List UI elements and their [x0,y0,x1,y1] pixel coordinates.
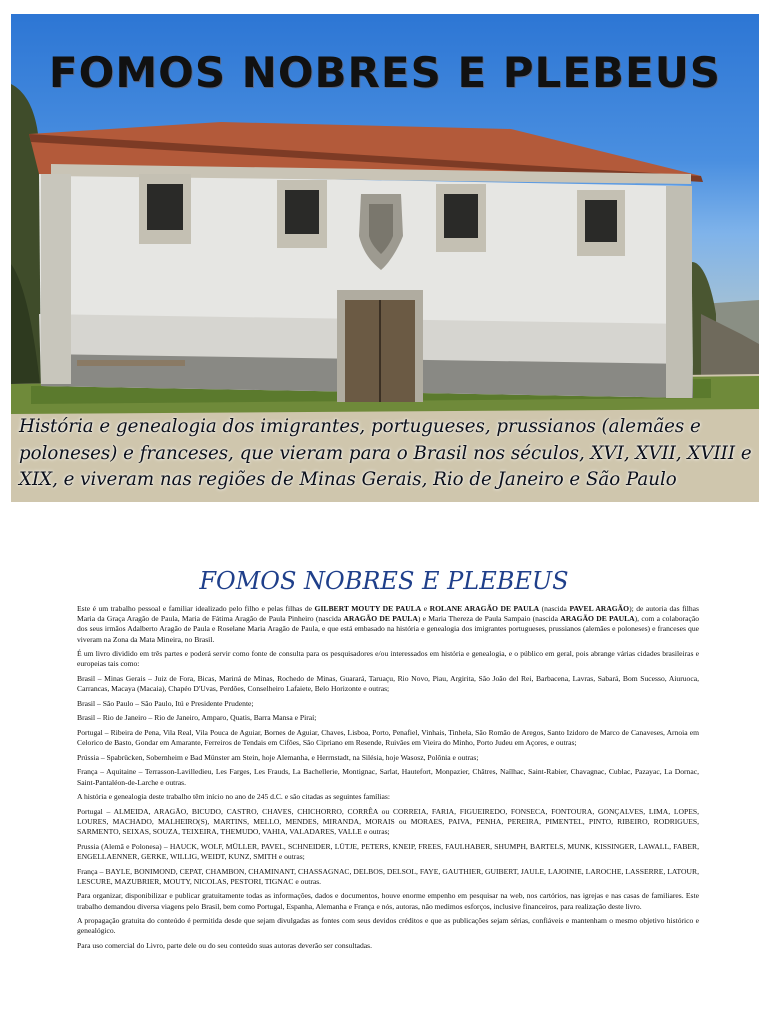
family-joiner: ou [394,816,411,826]
family-names: CORREIA, FARIA, FIGUEIREDO, FONSECA, FONTOURA, GONÇALVES, LIMA, LOPES, LOURES, MACHADO, MALHEIRO(S), MARTINS, MELLO, MENDES, MIRANDA, MORAIS [77,806,700,826]
region-paragraph: Brasil – Rio de Janeiro – Rio de Janeiro, Amparo, Quatis, Barra Mansa e Piraí; [77,713,317,723]
family-joiner: ou [377,806,393,816]
family-names: BAYLE, BONIMOND, CEPAT, CHAMBON, CHAMINANT, CHASSAGNAC, DELBOS, DELSOL, FAYE, GAUTHIER, GUIBERT, JAULE, LAJOINIE, LAROCHE, LASSERRE, LATOUR, LESCURE, MAZUBRIER, MOUTY, NICOLAS, PESTORI, TIGNAC [77,866,699,886]
author-name: ARAGÃO DE PAULA [343,614,418,624]
family-names: MORAES, PAIVA, PENHA, PEREIRA, PIMENTEL, PINTO, RIBEIRO, RODRIGUES, SARMENTO, SEIXAS, SOUZA, TEIXEIRA, THEMUDO, VAHIA, VALADARES, VALLE [77,816,700,837]
author-name: GILBERT MOUTY DE PAULA [314,604,422,613]
author-name: PAVEL ARAGÃO [569,604,630,613]
family-names: ALMEIDA, ARAGÃO, BICUDO, CASTRO, CHAVES, CHICHORRO, CORRÊA [113,806,378,816]
intro-text: e [421,604,430,613]
cover-title: FOMOS NOBRES E PLEBEUS [48,48,722,97]
family-tail: e outras. [293,876,322,886]
family-country: França – [77,866,106,876]
region-paragraph: Brasil – São Paulo – São Paulo, Itú e Presidente Prudente; [77,698,254,708]
region-paragraph: França – Aquitaine – Terrasson-Lavilledieu, Les Farges, Les Frauds, La Bachellerie, Montignac, Sarlat, Hautefort, Monpazier, Châtres, Naïlhac, Saint-Rabier, Chavagnac, Cublac, Pazayac, La Dornac, Saint-Pantaléon-de-Larche e outras. [77,767,699,787]
family-paragraph [77,867,699,887]
document-body [77,604,699,956]
families-intro: A história e genealogia deste trabalho têm início no ano de 245 d.C. e são citadas as seguintes famílias: [77,792,390,802]
intro-text: ), com a colaboração dos seus irmãos Adalberto Aragão de Paula e Roselane Maria Aragão de Paula, e que está embasado na história e genealogia dos imigrantes portugueses, prussianos (alemães e poloneses) e franceses que viveram na Zona da Mata Mineira, no Brasil. [77,614,699,644]
closing-paragraph: Para organizar, disponibilizar e publicar gratuitamente todas as informações, dados e documentos, houve enorme empenho em pesquisar na web, nos cartórios, nas igrejas e nas casas de familiares. Este trabalho demandou diversa viagens pelo Brasil, bem como Portugal, Espanha, Alemanha e França e nós, autoras, não medimos esforços, inclusive financeiros, para realização deste livro. [77,891,699,911]
region-paragraph: Brasil – Minas Gerais – Juiz de Fora, Bicas, Mariпá de Minas, Rochedo de Minas, Guarará, Taruaçu, Rio Novo, Piau, Argirita, São João del Rei, Barbacena, Lavras, Sabará, Bom Sucesso, Aiuruoca, Carrancas, Macaya (Macaia), Chapéo D'Uvas, Perdões, Conselheiro Lafaiete, Belo Horizonte e outras; [77,674,699,694]
intro-text: ) e Maria Thereza de Paula Sampaio (nascida [417,614,561,624]
author-name: ARAGÃO DE PAULA [560,614,635,624]
author-name: ROLANE ARAGÃO DE PAULA [429,604,540,613]
closing-paragraph: A propagação gratuita do conteúdo é permitida desde que sejam divulgadas as fontes com seus devidos créditos e que as publicações sejam sérias, confiáveis e mantenham o mesmo objetivo histórico e genealógico. [77,916,699,936]
family-tail: e outras; [361,827,390,837]
scope-paragraph: É um livro dividido em três partes e poderá servir como fonte de consulta para os pesquisadores e/ou interessados em história e genealogia, e o público em geral, pois abrange várias cidades brasileiras e europeias tais como: [77,649,699,669]
family-country: Prussia (Alemã e Polonesa) – [77,841,170,851]
family-paragraph [77,807,699,838]
intro-paragraph [77,604,699,645]
family-country: Portugal – [77,806,114,816]
cover-subtitle: História e genealogia dos imigrantes, portugueses, prussianos (alemães e poloneses) e franceses, que vieram para o Brasil nos séculos, XVI, XVII, XVIII e XIX, e viveram nas regiões de Minas Gerais, Rio de Janeiro e São Paulo [19,416,752,490]
family-paragraph [77,842,699,862]
closing-paragraph: Para uso comercial do Livro, parte dele ou do seu conteúdo suas autoras deverão ser consultadas. [77,940,373,950]
intro-text: (nascida [539,604,570,613]
intro-text: Este é um trabalho pessoal e familiar idealizado pelo filho e pelas filhas de [77,604,315,613]
intro-text: ); de autoria das filhas Maria da Graça Aragão de Paula, Maria de Fátima Aragão de Paula Pinheiro (nascida [77,604,699,624]
region-paragraph: Portugal – Ribeira de Pena, Vila Real, Vila Pouca de Aguiar, Bornes de Aguiar, Chaves, Lisboa, Porto, Penafiel, Vinhais, Tinhela, São Romão de Aregos, Santo Izidoro de Marco de Canaveses, Arnoia em Celorico de Basto, Gondar em Amarante, Ferreiros de Tendais em Cifões, São Cipriano em Resende, Ruivães em Vieira do Minho, Porto Judeu em Açores, e outras; [77,727,699,748]
section-title: FOMOS NOBRES E PLEBEUS [199,567,569,595]
family-names: HAUCK, WOLF, MÜLLER, PAVEL, SCHNEIDER, LÜTJE, PETERS, KNEIP, FREES, FAULHABER, SHUMPH, BARTELS, MUNK, KISSINGER, LAWALL, FABER, ENGELLAENNER, GERKE, WILLIG, WEIDT, KUNZ, SMITH [77,841,699,861]
cover-banner [11,14,759,502]
family-tail: e outras; [276,851,305,861]
region-paragraph: Prússia – Spabrücken, Sobernheim e Bad Münster am Stein, hoje Alemanha, e Herrnstadt, na Silésia, hoje Wasosz, Polônia e outras; [77,752,479,762]
